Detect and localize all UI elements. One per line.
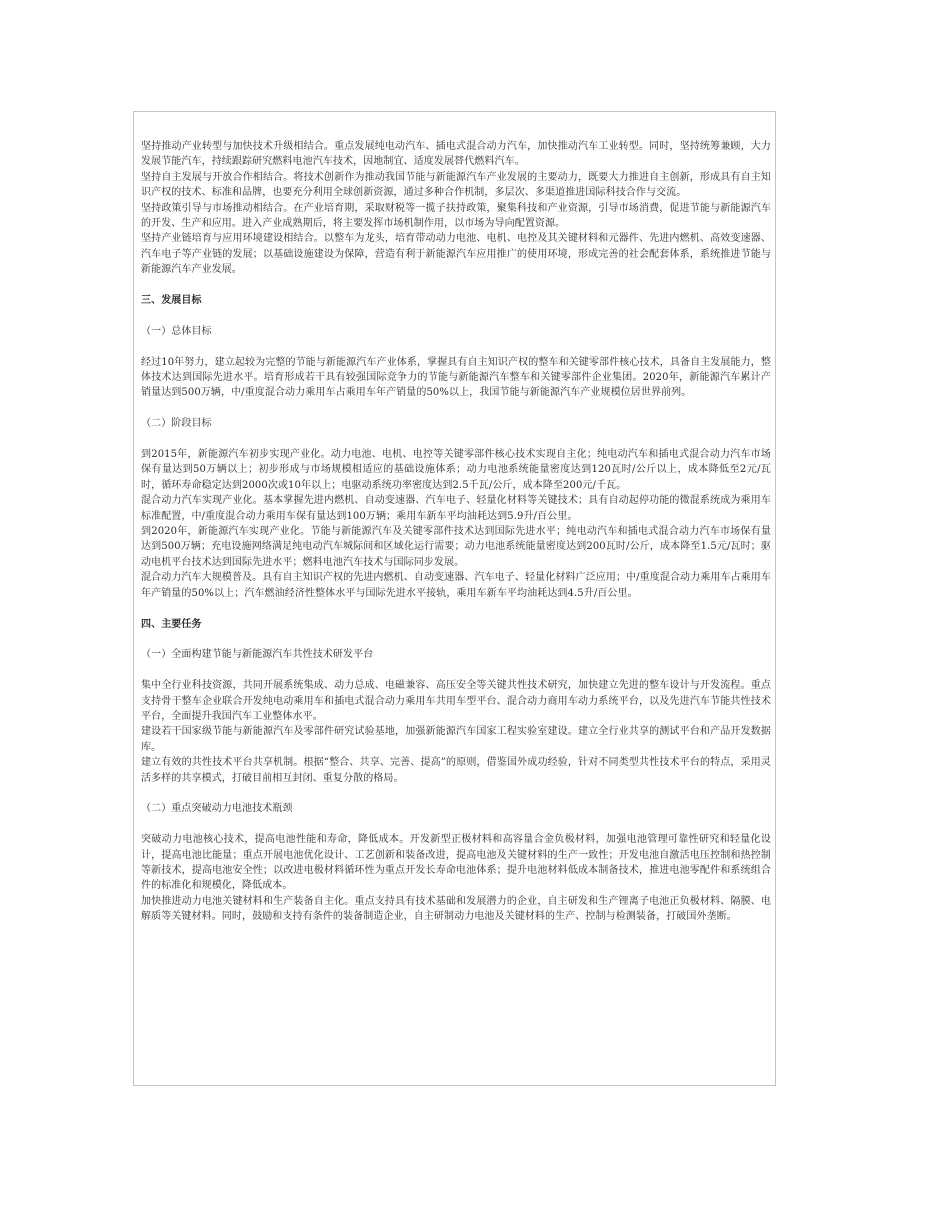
paragraph: 经过10年努力，建立起较为完整的节能与新能源汽车产业体系，掌握具有自主知识产权的整车和关键零部件核心技术，具备自主发展能力，整体技术达到国际先进水平。培育形成若干具有较强国际竞争力的节能与新能源汽车整车和关键零部件企业集团。2020年，新能源汽车累计产销量达到500万辆，中/重度混合动力乘用车占乘用车年产销量的50%以上，我国节能与新能源汽车产业规模位居世界前列。 (141, 356, 771, 399)
paragraph: （二）阶段目标 (141, 418, 212, 430)
paragraph-spacer (141, 632, 771, 647)
section-heading: 四、主要任务 (141, 618, 202, 630)
paragraph: 坚持政策引导与市场推动相结合。在产业培育期，采取财税等一揽子扶持政策，聚集科技和产业资源，引导市场消费，促进节能与新能源汽车的开发、生产和应用。进入产业成熟期后，将主要发挥市场机制作用，以市场为导向配置资源。 (141, 202, 771, 230)
paragraph: （一）总体目标 (141, 325, 212, 337)
paragraph-spacer (141, 339, 771, 354)
section-heading: 三、发展目标 (141, 295, 202, 307)
paragraph: 混合动力汽车实现产业化。基本掌握先进内燃机、自动变速器、汽车电子、轻量化材料等关键技术；具有自动起停功能的微混系统成为乘用车标准配置，中/重度混合动力乘用车保有量达到100万辆；乘用车新车平均油耗达到5.9升/百公里。 (141, 495, 771, 522)
paragraph-spacer (141, 786, 771, 801)
paragraph: 坚持自主发展与开放合作相结合。将技术创新作为推动我国节能与新能源汽车产业发展的主要动力，既要大力推进自主创新，形成具有自主知识产权的技术、标准和品牌，也要充分利用全球创新资源，通过多种合作机制，多层次、多渠道推进国际科技合作与交流。 (141, 171, 771, 199)
paragraph: 到2020年，新能源汽车实现产业化。节能与新能源汽车及关键零部件技术达到国际先进水平；纯电动汽车和插电式混合动力汽车市场保有量达到500万辆；充电设施网络满足纯电动汽车城际间和区域化运行需要；动力电池系统能量密度达到200瓦时/公斤，成本降至1.5元/瓦时；驱动电机平台技术达到国际先进水平；燃料电池汽车技术与国际同步发展。 (141, 526, 771, 568)
paragraph: 坚持推动产业转型与加快技术升级相结合。重点发展纯电动汽车、插电式混合动力汽车，加快推动汽车工业转型。同时，坚持统筹兼顾，大力发展节能汽车，持续跟踪研究燃料电池汽车技术，因地制宜、适度发展替代燃料汽车。 (141, 141, 771, 168)
paragraph: 突破动力电池核心技术，提高电池性能和寿命，降低成本。开发新型正极材料和高容量合金负极材料，加强电池管理可靠性研究和轻量化设计，提高电池比能量；重点开展电池优化设计、工艺创新和装备改进，提高电池及关键材料的生产一致性；开发电池自激活电压控制和热控制等新技术，提高电池安全性；以改进电极材料循环性为重点开发长寿命电池体系；提升电池材料低成本制备技术，推进电池零配件和系统组合件的标准化和规模化，降低成本。 (141, 834, 771, 892)
paragraph: 坚持产业链培育与应用环境建设相结合。以整车为龙头，培育带动动力电池、电机、电控及其关键材料和元器件、先进内燃机、高效变速器、汽车电子等产业链的发展；以基础设施建设为保障，营造有利于新能源汽车应用推广的使用环境，形成完善的社会配套体系，系统推进节能与新能源汽车产业发展。 (141, 233, 771, 276)
paragraph-spacer (141, 401, 771, 416)
paragraph-spacer (141, 278, 771, 293)
paragraph-spacer (141, 601, 771, 616)
paragraph: 到2015年，新能源汽车初步实现产业化。动力电池、电机、电控等关键零部件核心技术实现自主化；纯电动汽车和插电式混合动力汽车市场保有量达到50万辆以上；初步形成与市场规模相适应的基础设施体系；动力电池系统能量密度达到120瓦时/公斤以上，成本降低至2元/瓦时，循环寿命稳定达到2000次或10年以上；电驱动系统功率密度达到2.5千瓦/公斤，成本降至200元/千瓦。 (141, 449, 771, 491)
paragraph-spacer (141, 432, 771, 447)
paragraph: （一）全面构建节能与新能源汽车共性技术研发平台 (141, 649, 374, 661)
paragraph-spacer (141, 817, 771, 832)
paragraph: （二）重点突破动力电池技术瓶颈 (141, 803, 293, 815)
paragraph: 集中全行业科技资源，共同开展系统集成、动力总成、电磁兼容、高压安全等关键共性技术研究，加快建立先进的整车设计与开发流程。重点支持骨干整车企业联合开发纯电动乘用车和插电式混合动力乘用车共用车型平台、混合动力商用车动力系统平台，以及先进汽车节能共性技术平台，全面提升我国汽车工业整体水平。 (141, 680, 771, 722)
paragraph: 建立有效的共性技术平台共享机制。根据“整合、共享、完善、提高”的原则，借鉴国外成功经验，针对不同类型共性技术平台的特点，采用灵活多样的共享模式，打破目前相互封闭、重复分散的格局。 (141, 757, 771, 784)
paragraph-spacer (141, 663, 771, 678)
document-body (141, 139, 771, 925)
document-frame (133, 111, 776, 1086)
paragraph: 建设若干国家级节能与新能源汽车及零部件研究试验基地，加强新能源汽车国家工程实验室建设。建立全行业共享的测试平台和产品开发数据库。 (141, 726, 771, 753)
paragraph-spacer (141, 308, 771, 323)
paragraph: 加快推进动力电池关键材料和生产装备自主化。重点支持具有技术基础和发展潜力的企业，自主研发和生产锂离子电池正负极材料、隔膜、电解质等关键材料。同时，鼓励和支持有条件的装备制造企业，自主研制动力电池及关键材料的生产、控制与检测装备，打破国外垄断。 (141, 895, 771, 923)
paragraph: 混合动力汽车大规模普及。具有自主知识产权的先进内燃机、自动变速器、汽车电子、轻量化材料广泛应用；中/重度混合动力乘用车占乘用车年产销量的50%以上；汽车燃油经济性整体水平与国际先进水平接轨，乘用车新车平均油耗达到4.5升/百公里。 (141, 572, 771, 599)
